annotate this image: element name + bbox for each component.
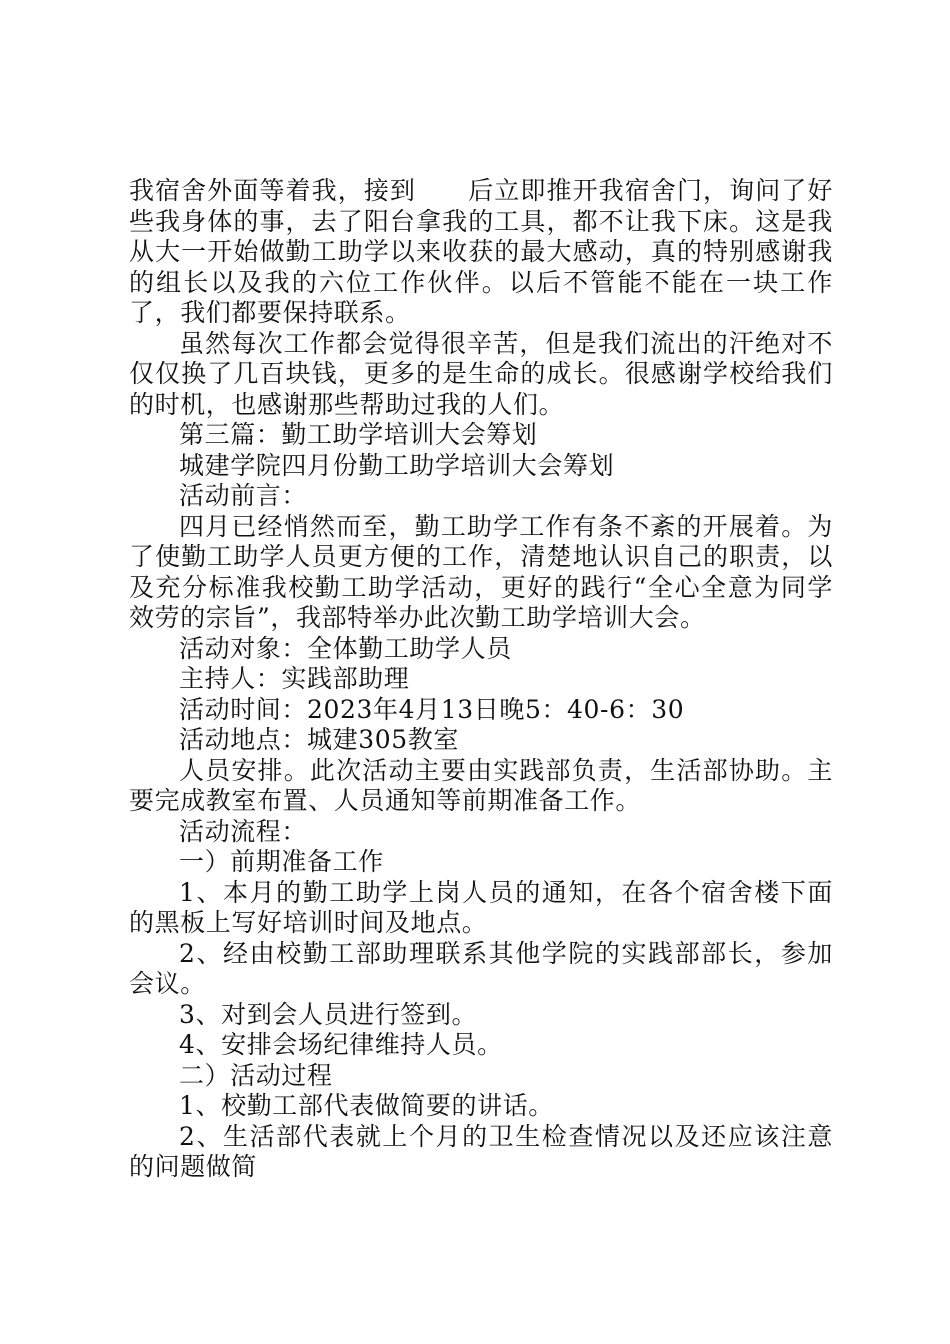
line-activity-location: 活动地点：城建305教室 (179, 725, 459, 754)
paragraph-staffing: 人员安排。此次活动主要由实践部负责，生活部协助。主要完成教室布置、人员通知等前期准备工作。 (129, 755, 833, 815)
list-item-speech: 1、校勤工部代表做简要的讲话。 (179, 1091, 554, 1120)
line-host: 主持人：实践部助理 (179, 664, 410, 693)
line-activity-time: 活动时间：2023年4月13日晚5：40-6：30 (179, 694, 685, 724)
list-item-contact: 2、经由校勤工部助理联系其他学院的实践部部长，参加会议。 (129, 938, 833, 998)
paragraph-dorm-visit: 我宿舍外面等着我，接到 后立即推开我宿舍门，询问了好些我身体的事，去了阳台拿我的工具，都不让我下床。这是我从大一开始做勤工助学以来收获的最大感动，真的特别感谢我的组长以及我的六位工作伙伴。以后不管能不能在一块工作了，我们都要保持联系。 (129, 176, 833, 327)
section-title-part-three: 第三篇：勤工助学培训大会筹划 (179, 420, 538, 449)
plan-title: 城建学院四月份勤工助学培训大会筹划 (179, 450, 615, 480)
heading-event-process: 二）活动过程 (179, 1060, 333, 1090)
list-item-sign-in: 3、对到会人员进行签到。 (179, 999, 478, 1029)
document-body (129, 176, 833, 1183)
heading-preparation: 一）前期准备工作 (179, 847, 384, 876)
paragraph-hard-work: 虽然每次工作都会觉得很辛苦，但是我们流出的汗绝对不仅仅换了几百块钱，更多的是生命的成长。很感谢学校给我们的时机，也感谢那些帮助过我的人们。 (129, 328, 833, 419)
paragraph-preface: 四月已经悄然而至，勤工助学工作有条不紊的开展着。为了使勤工助学人员更方便的工作，清楚地认识自己的职责，以及充分标准我校勤工助学活动，更好的践行“全心全意为同学效劳的宗旨”，我部特举办此次勤工助学培训大会。 (129, 511, 833, 632)
heading-activity-preface: 活动前言： (179, 481, 308, 510)
line-activity-target: 活动对象：全体勤工助学人员 (179, 633, 512, 663)
list-item-hygiene-report: 2、生活部代表就上个月的卫生检查情况以及还应该注意的问题做简 (129, 1121, 833, 1181)
list-item-discipline: 4、安排会场纪律维持人员。 (179, 1030, 503, 1059)
heading-activity-process: 活动流程： (179, 816, 308, 846)
list-item-notice: 1、本月的勤工助学上岗人员的通知，在各个宿舍楼下面的黑板上写好培训时间及地点。 (129, 877, 833, 937)
